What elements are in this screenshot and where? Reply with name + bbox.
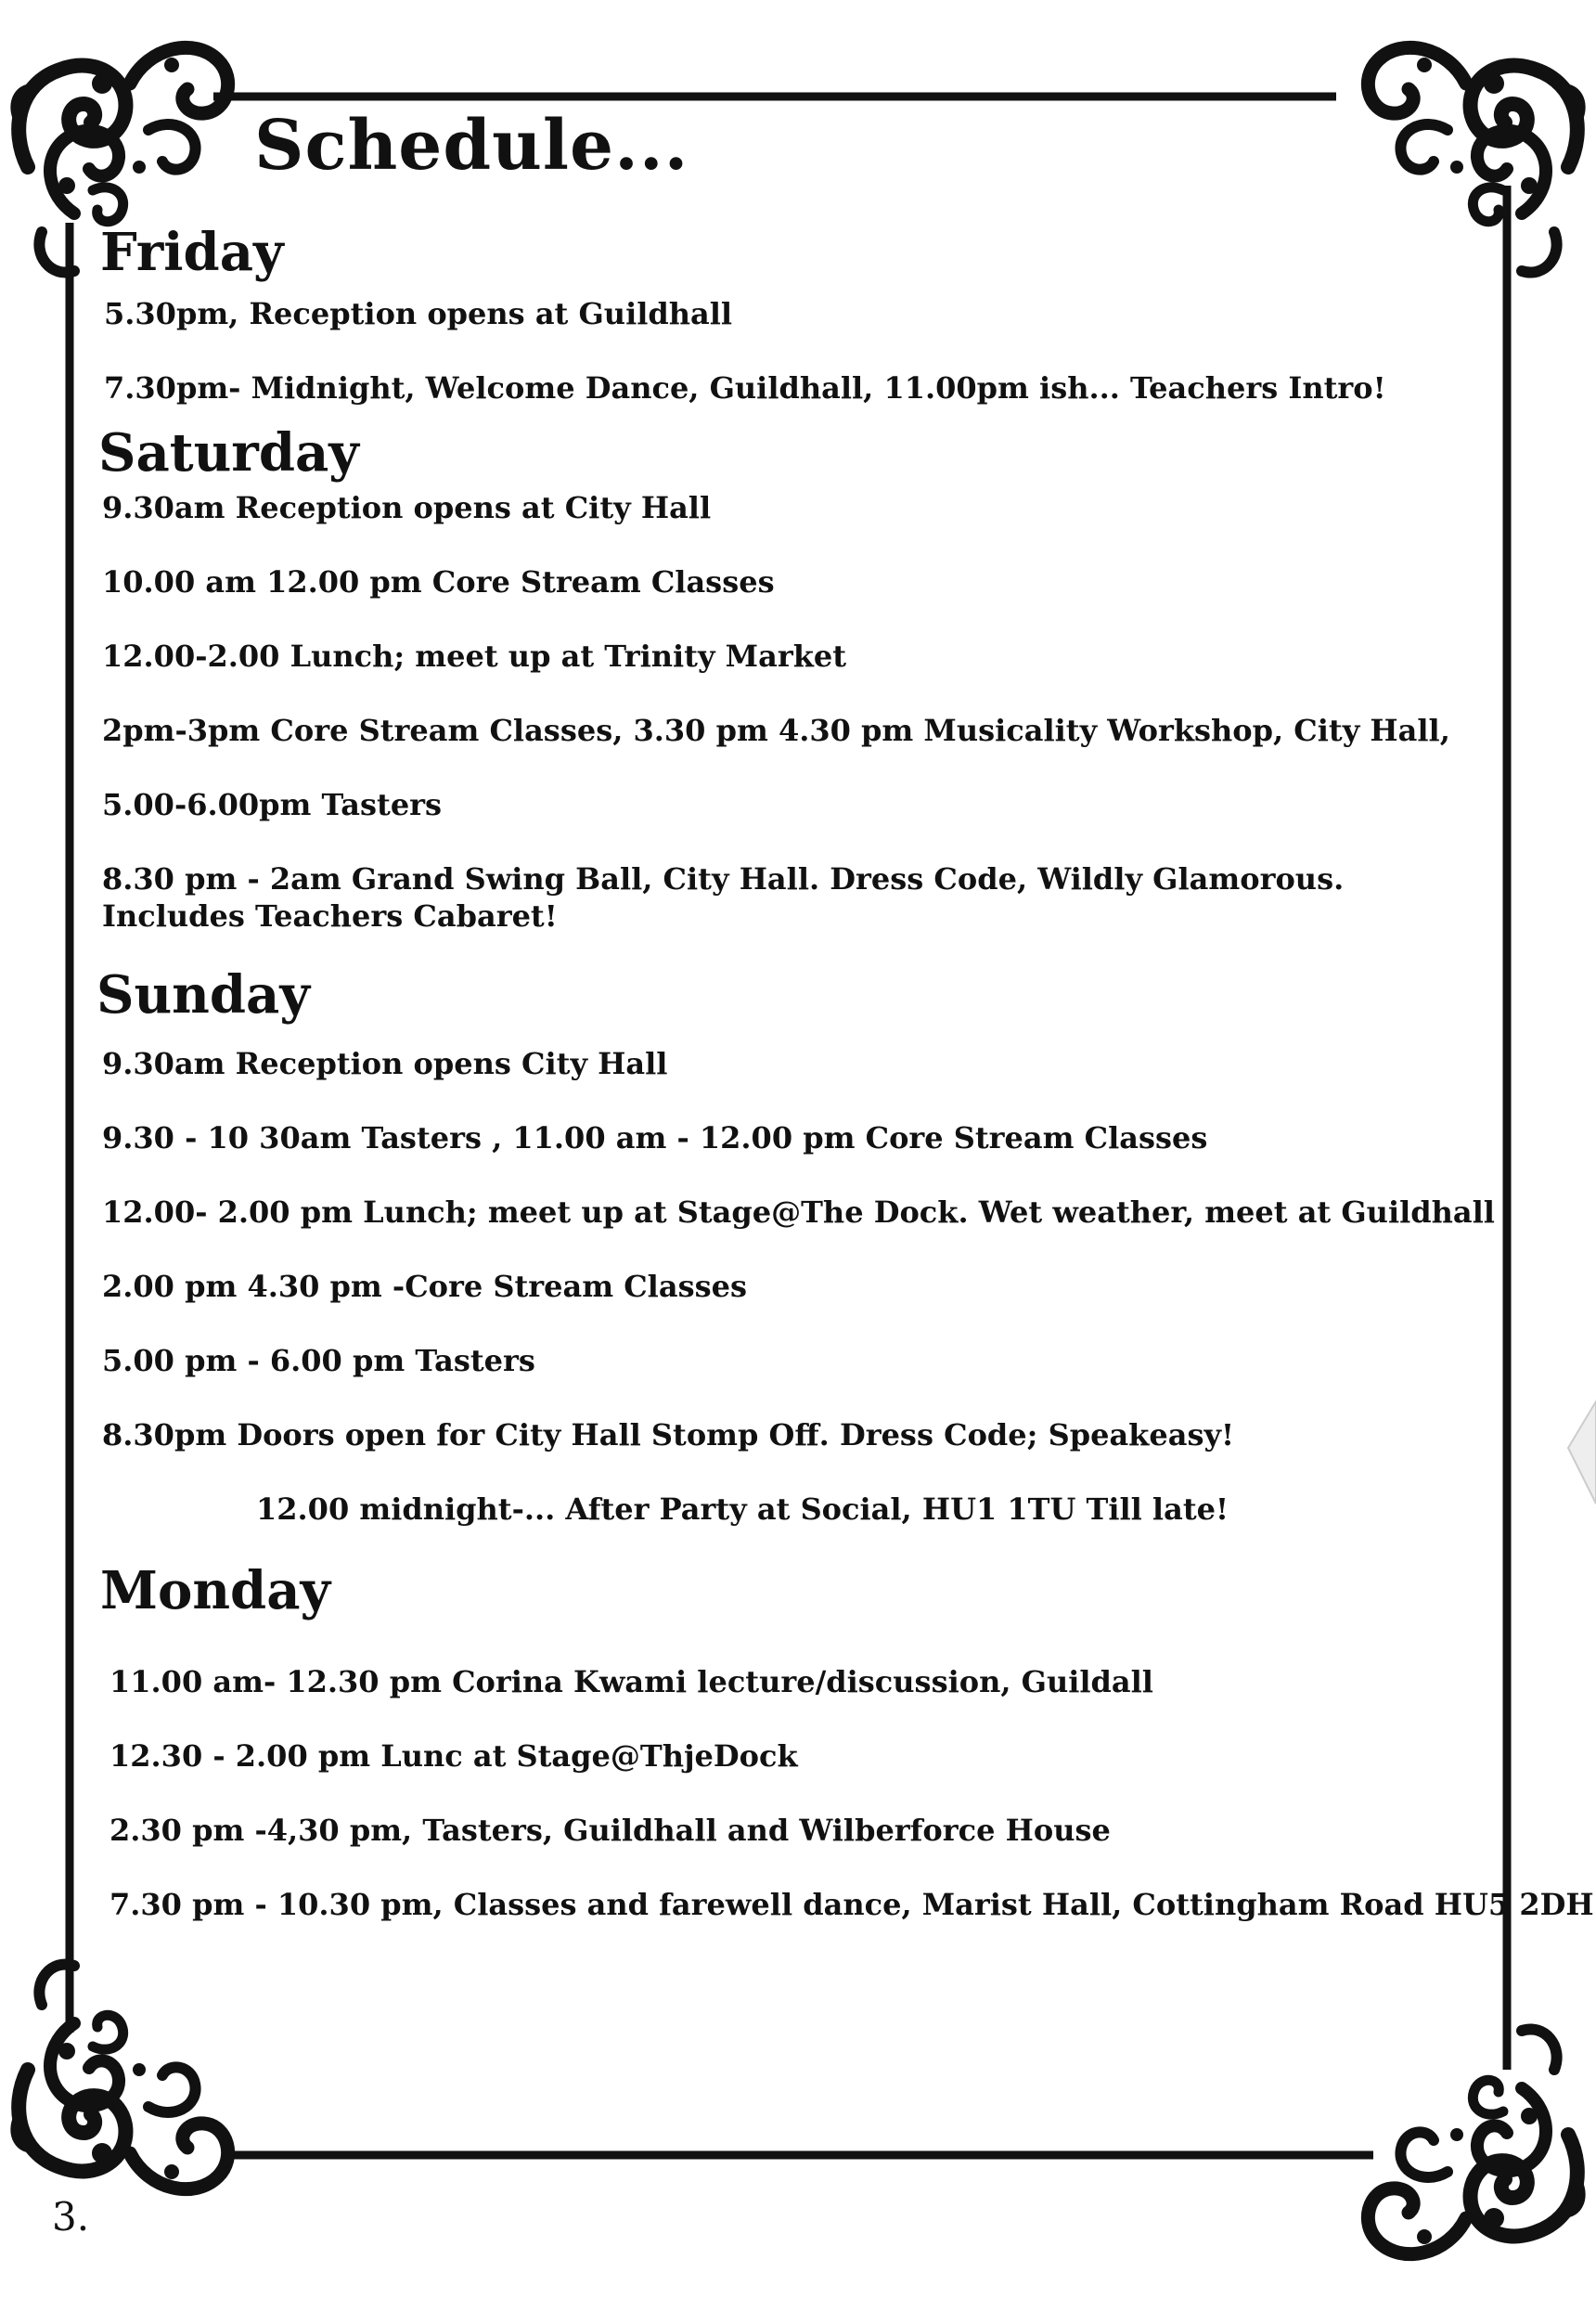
schedule-item: 12.00-2.00 Lunch; meet up at Trinity Market — [102, 639, 846, 674]
day-heading-monday: Monday — [100, 1560, 331, 1621]
schedule-item: 5.30pm, Reception opens at Guildhall — [104, 296, 733, 331]
day-heading-friday: Friday — [100, 222, 284, 283]
schedule-item: 8.30 pm - 2am Grand Swing Ball, City Hall. Dress Code, Wildly Glamorous. — [102, 861, 1345, 897]
page-number: 3. — [52, 2194, 90, 2240]
day-heading-sunday: Sunday — [97, 964, 310, 1026]
schedule-item: 11.00 am- 12.30 pm Corina Kwami lecture/discussion, Guildall — [109, 1664, 1153, 1699]
schedule-item: 2.00 pm 4.30 pm -Core Stream Classes — [102, 1269, 747, 1304]
schedule-item: 12.00 midnight-... After Party at Social, HU1 1TU Till late! — [256, 1491, 1229, 1527]
schedule-item: 12.30 - 2.00 pm Lunc at Stage@ThjeDock — [109, 1738, 798, 1774]
schedule-item: 5.00-6.00pm Tasters — [102, 787, 443, 822]
corner-ornament-bottom-left-icon — [15, 1964, 227, 2188]
schedule-item: 10.00 am 12.00 pm Core Stream Classes — [102, 564, 775, 600]
schedule-item: 9.30 - 10 30am Tasters , 11.00 am - 12.00 pm Core Stream Classes — [102, 1120, 1208, 1155]
schedule-item: Includes Teachers Cabaret! — [102, 898, 558, 934]
page-title: Schedule... — [254, 106, 689, 186]
schedule-item: 9.30am Reception opens City Hall — [102, 1046, 668, 1081]
corner-ornament-bottom-right-icon — [1368, 2029, 1580, 2253]
schedule-item: 2pm-3pm Core Stream Classes, 3.30 pm 4.30 pm Musicality Workshop, City Hall, — [102, 713, 1450, 748]
schedule-item: 5.00 pm - 6.00 pm Tasters — [102, 1343, 535, 1378]
schedule-item: 7.30 pm - 10.30 pm, Classes and farewell dance, Marist Hall, Cottingham Road HU5 2DH — [109, 1887, 1594, 1922]
schedule-item: 2.30 pm -4,30 pm, Tasters, Guildhall and Wilberforce House — [109, 1813, 1111, 1848]
schedule-item: 12.00- 2.00 pm Lunch; meet up at Stage@The Dock. Wet weather, meet at Guildhall — [102, 1194, 1495, 1230]
corner-ornament-top-right-icon — [1368, 47, 1580, 272]
schedule-item: 9.30am Reception opens at City Hall — [102, 490, 712, 525]
day-heading-saturday: Saturday — [98, 422, 359, 484]
schedule-item: 8.30pm Doors open for City Hall Stomp Off. Dress Code; Speakeasy! — [102, 1417, 1235, 1452]
schedule-item: 7.30pm- Midnight, Welcome Dance, Guildhall, 11.00pm ish... Teachers Intro! — [104, 370, 1386, 406]
